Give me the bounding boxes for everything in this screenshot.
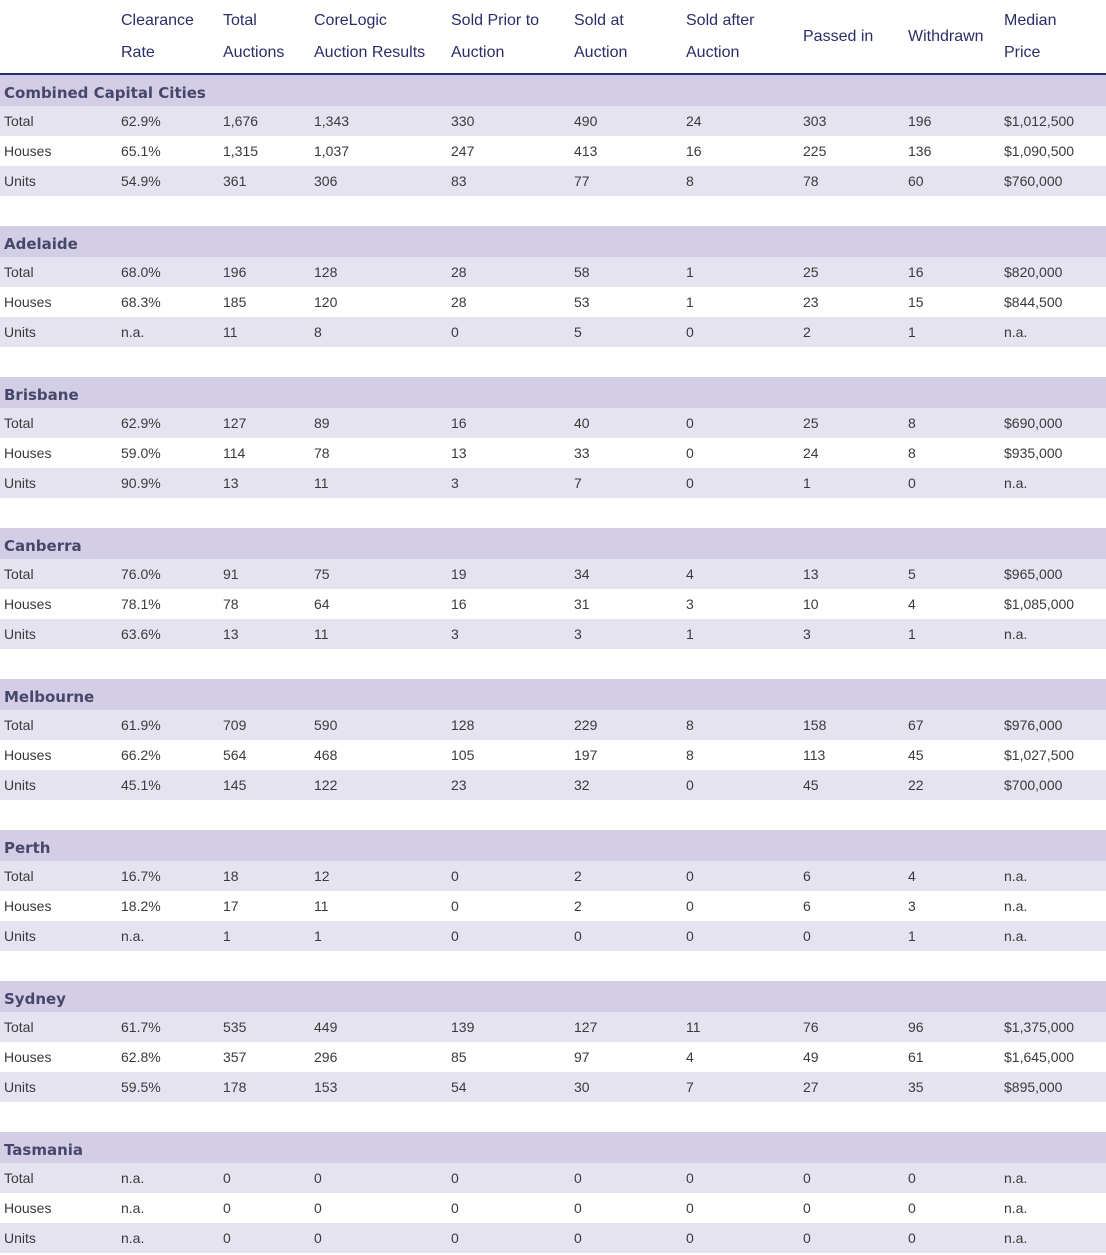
column-header-passed-in: Passed in [803, 27, 874, 45]
cell-row-label: Houses [4, 445, 52, 461]
cell-row-label: Houses [4, 143, 52, 159]
cell-total-auctions: 196 [223, 264, 247, 280]
cell-row-label: Houses [4, 898, 52, 914]
cell-sold-prior: 19 [451, 566, 467, 582]
cell-corelogic-results: 11 [314, 898, 329, 914]
cell-clearance-rate: 62.8% [121, 1049, 161, 1065]
cell-median-price: n.a. [1004, 1170, 1028, 1186]
table-header [0, 0, 1106, 75]
cell-clearance-rate: 65.1% [121, 143, 161, 159]
cell-corelogic-results: 75 [314, 566, 330, 582]
table-row [0, 317, 1106, 347]
section-title: Perth [4, 839, 51, 857]
cell-row-label: Houses [4, 1200, 52, 1216]
cell-corelogic-results: 120 [314, 294, 338, 310]
cell-withdrawn: 60 [908, 173, 924, 189]
cell-median-price: $965,000 [1004, 566, 1063, 582]
column-header-withdrawn: Withdrawn [908, 27, 984, 45]
cell-total-auctions: 1 [223, 928, 231, 944]
table-row [0, 166, 1106, 196]
cell-total-auctions: 709 [223, 717, 247, 733]
cell-sold-prior: 247 [451, 143, 475, 159]
cell-passed-in: 49 [803, 1049, 819, 1065]
cell-median-price: $1,090,500 [1004, 143, 1075, 159]
table-row [0, 1193, 1106, 1223]
cell-sold-prior: 28 [451, 264, 467, 280]
cell-median-price: $844,500 [1004, 294, 1063, 310]
cell-passed-in: 113 [803, 747, 826, 763]
cell-sold-prior: 83 [451, 173, 467, 189]
cell-passed-in: 13 [803, 566, 819, 582]
section-spacer [0, 649, 1106, 679]
cell-passed-in: 225 [803, 143, 827, 159]
cell-passed-in: 158 [803, 717, 827, 733]
cell-median-price: $1,012,500 [1004, 113, 1075, 129]
section-header [0, 830, 1106, 861]
cell-sold-at-auction: 229 [574, 717, 598, 733]
cell-sold-prior: 139 [451, 1019, 475, 1035]
cell-clearance-rate: 78.1% [121, 596, 161, 612]
cell-clearance-rate: 59.0% [121, 445, 161, 461]
section-title: Melbourne [4, 688, 95, 706]
cell-sold-after: 0 [686, 1230, 694, 1246]
cell-row-label: Houses [4, 294, 52, 310]
cell-corelogic-results: 128 [314, 264, 338, 280]
cell-total-auctions: 357 [223, 1049, 247, 1065]
cell-passed-in: 78 [803, 173, 819, 189]
cell-total-auctions: 0 [223, 1200, 231, 1216]
cell-sold-prior: 28 [451, 294, 467, 310]
section-title: Combined Capital Cities [4, 84, 206, 102]
cell-sold-prior: 0 [451, 1170, 459, 1186]
cell-sold-at-auction: 40 [574, 415, 590, 431]
cell-corelogic-results: 590 [314, 717, 338, 733]
cell-sold-prior: 0 [451, 898, 459, 914]
section-title: Sydney [4, 990, 66, 1008]
cell-withdrawn: 8 [908, 415, 916, 431]
cell-clearance-rate: 68.3% [121, 294, 161, 310]
cell-total-auctions: 0 [223, 1170, 231, 1186]
cell-sold-at-auction: 58 [574, 264, 590, 280]
table-row [0, 1042, 1106, 1072]
cell-sold-prior: 0 [451, 868, 459, 884]
cell-corelogic-results: 1,037 [314, 143, 350, 159]
cell-total-auctions: 18 [223, 868, 239, 884]
cell-sold-at-auction: 413 [574, 143, 598, 159]
cell-sold-prior: 330 [451, 113, 475, 129]
cell-total-auctions: 178 [223, 1079, 247, 1095]
cell-median-price: n.a. [1004, 475, 1028, 491]
cell-sold-at-auction: 30 [574, 1079, 590, 1095]
cell-sold-after: 3 [686, 596, 694, 612]
cell-withdrawn: 1 [908, 928, 916, 944]
cell-clearance-rate: 68.0% [121, 264, 161, 280]
cell-corelogic-results: 64 [314, 596, 330, 612]
cell-withdrawn: 16 [908, 264, 924, 280]
section-spacer [0, 800, 1106, 830]
cell-withdrawn: 22 [908, 777, 924, 793]
cell-sold-after: 1 [686, 626, 694, 642]
cell-sold-after: 7 [686, 1079, 694, 1095]
cell-total-auctions: 0 [223, 1230, 231, 1246]
cell-withdrawn: 35 [908, 1079, 924, 1095]
cell-sold-after: 1 [686, 264, 694, 280]
cell-total-auctions: 564 [223, 747, 247, 763]
cell-total-auctions: 13 [223, 475, 239, 491]
cell-row-label: Total [4, 264, 34, 280]
cell-total-auctions: 78 [223, 596, 239, 612]
cell-total-auctions: 17 [223, 898, 239, 914]
cell-sold-at-auction: 0 [574, 1170, 582, 1186]
cell-withdrawn: 1 [908, 324, 916, 340]
cell-withdrawn: 0 [908, 475, 916, 491]
cell-median-price: n.a. [1004, 1230, 1028, 1246]
cell-median-price: $820,000 [1004, 264, 1063, 280]
cell-clearance-rate: 62.9% [121, 113, 161, 129]
table-row [0, 619, 1106, 649]
cell-passed-in: 27 [803, 1079, 819, 1095]
cell-sold-prior: 13 [451, 445, 467, 461]
cell-sold-prior: 0 [451, 324, 459, 340]
section-header [0, 377, 1106, 408]
cell-withdrawn: 4 [908, 868, 916, 884]
cell-sold-at-auction: 0 [574, 928, 582, 944]
section-header [0, 1132, 1106, 1163]
cell-row-label: Houses [4, 596, 52, 612]
cell-sold-after: 0 [686, 475, 694, 491]
cell-sold-at-auction: 197 [574, 747, 598, 763]
cell-total-auctions: 185 [223, 294, 247, 310]
cell-clearance-rate: 66.2% [121, 747, 161, 763]
cell-total-auctions: 145 [223, 777, 247, 793]
cell-withdrawn: 96 [908, 1019, 924, 1035]
section-title: Canberra [4, 537, 82, 555]
cell-row-label: Total [4, 1019, 34, 1035]
cell-passed-in: 0 [803, 1200, 811, 1216]
cell-total-auctions: 13 [223, 626, 239, 642]
cell-sold-after: 8 [686, 717, 694, 733]
cell-withdrawn: 8 [908, 445, 916, 461]
cell-clearance-rate: 59.5% [121, 1079, 161, 1095]
cell-corelogic-results: 0 [314, 1230, 322, 1246]
cell-row-label: Units [4, 928, 36, 944]
cell-corelogic-results: 296 [314, 1049, 338, 1065]
section-spacer [0, 347, 1106, 377]
cell-corelogic-results: 0 [314, 1170, 322, 1186]
table-row [0, 1072, 1106, 1102]
cell-sold-prior: 16 [451, 415, 467, 431]
cell-row-label: Total [4, 1170, 34, 1186]
cell-corelogic-results: 89 [314, 415, 330, 431]
table-row [0, 589, 1106, 619]
cell-sold-prior: 23 [451, 777, 467, 793]
cell-median-price: n.a. [1004, 626, 1028, 642]
cell-passed-in: 0 [803, 1170, 811, 1186]
cell-sold-prior: 54 [451, 1079, 467, 1095]
section-spacer [0, 498, 1106, 528]
cell-clearance-rate: n.a. [121, 928, 145, 944]
cell-row-label: Houses [4, 747, 52, 763]
cell-withdrawn: 5 [908, 566, 916, 582]
cell-total-auctions: 114 [223, 445, 246, 461]
cell-corelogic-results: 12 [314, 868, 330, 884]
cell-withdrawn: 4 [908, 596, 916, 612]
cell-corelogic-results: 0 [314, 1200, 322, 1216]
cell-row-label: Houses [4, 1049, 52, 1065]
cell-sold-at-auction: 77 [574, 173, 590, 189]
cell-sold-after: 0 [686, 898, 694, 914]
cell-row-label: Total [4, 566, 34, 582]
table-row [0, 891, 1106, 921]
cell-corelogic-results: 11 [314, 626, 329, 642]
cell-sold-at-auction: 33 [574, 445, 590, 461]
cell-passed-in: 23 [803, 294, 819, 310]
cell-corelogic-results: 78 [314, 445, 330, 461]
cell-passed-in: 0 [803, 1230, 811, 1246]
table-row [0, 136, 1106, 166]
cell-sold-after: 4 [686, 1049, 694, 1065]
cell-sold-after: 11 [686, 1019, 701, 1035]
cell-sold-prior: 0 [451, 928, 459, 944]
cell-sold-at-auction: 3 [574, 626, 582, 642]
table-row [0, 740, 1106, 770]
cell-total-auctions: 1,676 [223, 113, 259, 129]
cell-sold-after: 24 [686, 113, 702, 129]
cell-sold-at-auction: 2 [574, 868, 582, 884]
column-header-sold-after: Sold after Auction [686, 11, 755, 61]
table-row [0, 1223, 1106, 1253]
cell-withdrawn: 1 [908, 626, 916, 642]
section-spacer [0, 1102, 1106, 1132]
column-header-median-price: Median Price [1004, 11, 1057, 61]
cell-row-label: Total [4, 868, 34, 884]
table-row [0, 287, 1106, 317]
cell-median-price: n.a. [1004, 928, 1028, 944]
cell-clearance-rate: 54.9% [121, 173, 161, 189]
cell-sold-prior: 3 [451, 626, 459, 642]
section-header [0, 528, 1106, 559]
table-row [0, 921, 1106, 951]
cell-median-price: $895,000 [1004, 1079, 1063, 1095]
cell-corelogic-results: 1 [314, 928, 322, 944]
cell-total-auctions: 11 [223, 324, 238, 340]
cell-clearance-rate: 62.9% [121, 415, 161, 431]
cell-withdrawn: 0 [908, 1170, 916, 1186]
cell-corelogic-results: 122 [314, 777, 338, 793]
section-title: Brisbane [4, 386, 79, 404]
cell-corelogic-results: 449 [314, 1019, 338, 1035]
cell-passed-in: 24 [803, 445, 819, 461]
table-row [0, 468, 1106, 498]
cell-median-price: n.a. [1004, 868, 1028, 884]
cell-clearance-rate: 18.2% [121, 898, 161, 914]
column-header-clearance-rate: Clearance Rate [121, 11, 194, 61]
cell-sold-at-auction: 0 [574, 1200, 582, 1216]
cell-sold-prior: 0 [451, 1200, 459, 1216]
cell-corelogic-results: 11 [314, 475, 329, 491]
cell-sold-after: 0 [686, 928, 694, 944]
cell-sold-prior: 128 [451, 717, 475, 733]
table-body [0, 75, 1106, 1253]
cell-withdrawn: 0 [908, 1230, 916, 1246]
cell-total-auctions: 535 [223, 1019, 247, 1035]
section-spacer [0, 196, 1106, 226]
cell-passed-in: 1 [803, 475, 811, 491]
column-header-corelogic-results: CoreLogic Auction Results [314, 11, 426, 61]
cell-sold-prior: 16 [451, 596, 467, 612]
cell-sold-after: 0 [686, 445, 694, 461]
cell-total-auctions: 1,315 [223, 143, 259, 159]
cell-sold-at-auction: 32 [574, 777, 590, 793]
cell-sold-after: 0 [686, 868, 694, 884]
cell-passed-in: 6 [803, 868, 811, 884]
cell-median-price: $690,000 [1004, 415, 1063, 431]
cell-median-price: n.a. [1004, 1200, 1028, 1216]
cell-sold-at-auction: 34 [574, 566, 590, 582]
cell-clearance-rate: n.a. [121, 1230, 145, 1246]
cell-clearance-rate: 45.1% [121, 777, 161, 793]
cell-total-auctions: 127 [223, 415, 247, 431]
cell-clearance-rate: 61.9% [121, 717, 161, 733]
table-row [0, 408, 1106, 438]
cell-sold-at-auction: 53 [574, 294, 590, 310]
cell-passed-in: 6 [803, 898, 811, 914]
cell-sold-prior: 3 [451, 475, 459, 491]
cell-sold-at-auction: 5 [574, 324, 582, 340]
cell-sold-at-auction: 2 [574, 898, 582, 914]
cell-passed-in: 0 [803, 928, 811, 944]
cell-clearance-rate: n.a. [121, 1170, 145, 1186]
section-header [0, 981, 1106, 1012]
section-header [0, 679, 1106, 710]
cell-passed-in: 2 [803, 324, 811, 340]
cell-corelogic-results: 8 [314, 324, 322, 340]
cell-row-label: Units [4, 777, 36, 793]
cell-clearance-rate: n.a. [121, 1200, 145, 1216]
cell-median-price: $1,375,000 [1004, 1019, 1075, 1035]
cell-total-auctions: 91 [223, 566, 239, 582]
cell-median-price: n.a. [1004, 324, 1028, 340]
section-spacer [0, 951, 1106, 981]
table-row [0, 257, 1106, 287]
cell-clearance-rate: 76.0% [121, 566, 161, 582]
cell-withdrawn: 45 [908, 747, 924, 763]
cell-total-auctions: 361 [223, 173, 247, 189]
cell-row-label: Units [4, 324, 36, 340]
column-header-sold-prior: Sold Prior to Auction [451, 11, 540, 61]
cell-passed-in: 45 [803, 777, 819, 793]
cell-clearance-rate: n.a. [121, 324, 145, 340]
cell-sold-after: 8 [686, 747, 694, 763]
cell-passed-in: 25 [803, 415, 819, 431]
table-row [0, 1012, 1106, 1042]
section-title: Tasmania [4, 1141, 84, 1159]
section-header [0, 75, 1106, 106]
cell-clearance-rate: 63.6% [121, 626, 161, 642]
cell-withdrawn: 196 [908, 113, 932, 129]
cell-clearance-rate: 61.7% [121, 1019, 161, 1035]
cell-sold-at-auction: 0 [574, 1230, 582, 1246]
section-title: Adelaide [4, 235, 78, 253]
cell-median-price: $976,000 [1004, 717, 1063, 733]
cell-median-price: $1,027,500 [1004, 747, 1075, 763]
cell-sold-after: 0 [686, 777, 694, 793]
cell-sold-prior: 0 [451, 1230, 459, 1246]
cell-sold-at-auction: 490 [574, 113, 598, 129]
cell-sold-prior: 105 [451, 747, 475, 763]
cell-passed-in: 76 [803, 1019, 819, 1035]
cell-withdrawn: 67 [908, 717, 924, 733]
cell-sold-after: 1 [686, 294, 694, 310]
cell-row-label: Units [4, 475, 36, 491]
cell-sold-after: 0 [686, 1170, 694, 1186]
cell-sold-at-auction: 7 [574, 475, 582, 491]
cell-corelogic-results: 306 [314, 173, 338, 189]
cell-row-label: Total [4, 113, 34, 129]
cell-passed-in: 303 [803, 113, 827, 129]
cell-sold-after: 4 [686, 566, 694, 582]
cell-sold-at-auction: 31 [574, 596, 590, 612]
cell-corelogic-results: 468 [314, 747, 338, 763]
table-row [0, 861, 1106, 891]
cell-sold-after: 16 [686, 143, 702, 159]
cell-median-price: $700,000 [1004, 777, 1063, 793]
cell-median-price: $935,000 [1004, 445, 1063, 461]
section-header [0, 226, 1106, 257]
cell-median-price: $1,645,000 [1004, 1049, 1075, 1065]
table-row [0, 770, 1106, 800]
cell-passed-in: 3 [803, 626, 811, 642]
table-row [0, 1163, 1106, 1193]
cell-median-price: $760,000 [1004, 173, 1063, 189]
column-header-total-auctions: Total Auctions [223, 11, 285, 61]
cell-sold-at-auction: 127 [574, 1019, 598, 1035]
cell-row-label: Total [4, 415, 34, 431]
cell-withdrawn: 3 [908, 898, 916, 914]
cell-sold-after: 0 [686, 324, 694, 340]
cell-clearance-rate: 90.9% [121, 475, 161, 491]
cell-corelogic-results: 1,343 [314, 113, 350, 129]
cell-clearance-rate: 16.7% [121, 868, 161, 884]
cell-row-label: Units [4, 626, 36, 642]
cell-sold-after: 0 [686, 415, 694, 431]
cell-passed-in: 25 [803, 264, 819, 280]
cell-median-price: $1,085,000 [1004, 596, 1075, 612]
cell-row-label: Units [4, 173, 36, 189]
cell-row-label: Total [4, 717, 34, 733]
cell-corelogic-results: 153 [314, 1079, 338, 1095]
cell-row-label: Units [4, 1079, 36, 1095]
cell-passed-in: 10 [803, 596, 819, 612]
cell-sold-prior: 85 [451, 1049, 467, 1065]
cell-median-price: n.a. [1004, 898, 1028, 914]
cell-sold-after: 8 [686, 173, 694, 189]
cell-withdrawn: 136 [908, 143, 932, 159]
cell-withdrawn: 61 [908, 1049, 924, 1065]
cell-sold-after: 0 [686, 1200, 694, 1216]
cell-withdrawn: 0 [908, 1200, 916, 1216]
cell-row-label: Units [4, 1230, 36, 1246]
table-row [0, 559, 1106, 589]
column-header-sold-at-auction: Sold at Auction [574, 11, 628, 61]
table-row [0, 106, 1106, 136]
table-row [0, 710, 1106, 740]
cell-withdrawn: 15 [908, 294, 924, 310]
table-row [0, 438, 1106, 468]
cell-sold-at-auction: 97 [574, 1049, 590, 1065]
